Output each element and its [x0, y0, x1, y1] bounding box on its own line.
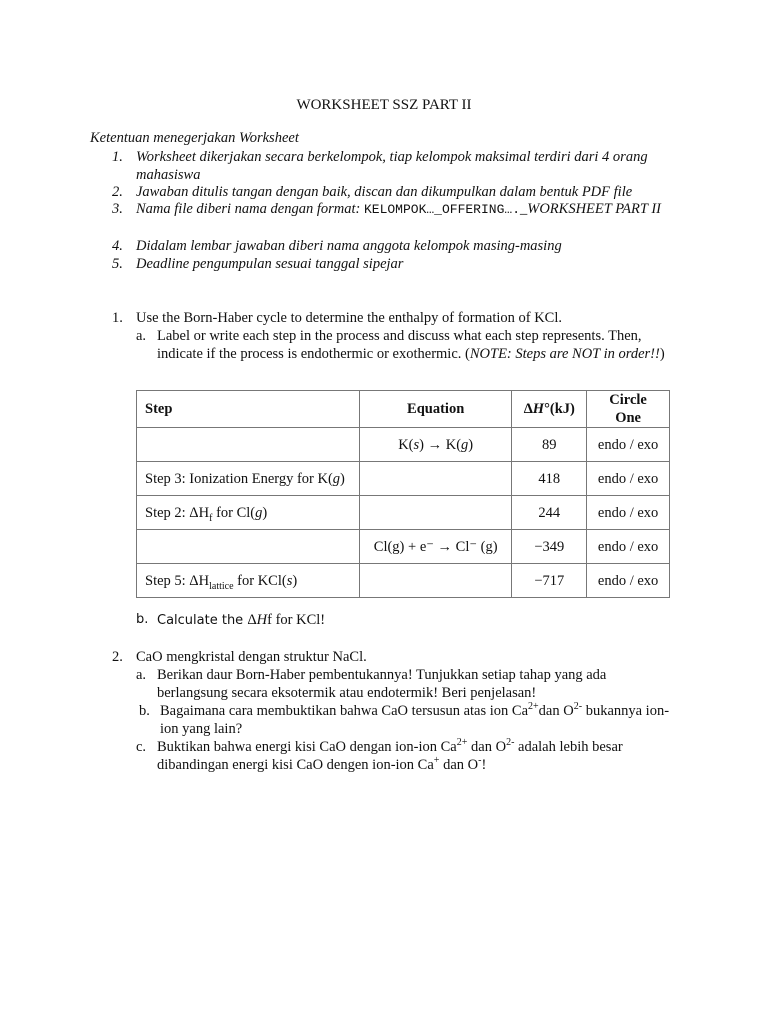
delta-h-cell: −349 — [512, 530, 587, 564]
step-cell: Step 2: $\Delta H_f$ for Cl(g) — [137, 496, 360, 530]
circle-one-cell[interactable]: endo / exo — [587, 462, 670, 496]
circle-one-cell[interactable]: endo / exo — [587, 428, 670, 462]
header-equation: Equation — [359, 391, 511, 428]
header-circle-one: Circle One — [587, 391, 670, 428]
circle-one-cell[interactable]: endo / exo — [587, 564, 670, 598]
question-2: 2. CaO mengkristal dengan struktur NaCl. — [112, 649, 367, 665]
rule-item-3: 3. Nama file diberi nama dengan format: KELOMPOK…_OFFERING…._WORKSHEET PART II — [112, 201, 661, 217]
steps-note: NOTE: Steps are NOT in order!! — [469, 346, 660, 362]
delta-h-cell: 89 — [512, 428, 587, 462]
delta-h-cell: 418 — [512, 462, 587, 496]
table-row — [137, 428, 670, 462]
question-1a: a. Label or write each step in the process and discuss what each step represents. Then, indicate if the process is endothermic or exothermic. (NOTE: Steps are NOT in order!!) — [136, 328, 665, 362]
circle-one-cell[interactable]: endo / exo — [587, 530, 670, 564]
equation-cell[interactable] — [359, 564, 511, 598]
question-1b: b. Calculate the ΔHf for KCl! — [136, 612, 326, 628]
rules-heading: Ketentuan menegerjakan Worksheet — [90, 130, 299, 146]
table-row — [137, 564, 670, 598]
page-title: WORKSHEET SSZ PART II — [296, 97, 472, 113]
table-row — [137, 496, 670, 530]
equation-cell: Cl(g) + e⁻ → Cl⁻ (g) — [359, 530, 511, 564]
rule-item-4: 4. Didalam lembar jawaban diberi nama anggota kelompok masing-masing — [112, 238, 562, 254]
equation-cell[interactable] — [359, 496, 511, 530]
step-cell[interactable] — [137, 428, 360, 462]
question-1: 1. Use the Born-Haber cycle to determine the enthalpy of formation of KCl. — [112, 310, 563, 326]
question-2c: c. Buktikan bahwa energi kisi CaO dengan ion-ion $Ca^{2+}$ dan $O^{2-}$ adalah lebih besar dibandingan energi kisi CaO dengen ion-ion Ca+ dan O-! — [136, 737, 623, 773]
table-header-row — [137, 391, 670, 428]
header-delta-h: ΔH°(kJ) — [512, 391, 587, 428]
step-cell[interactable] — [137, 530, 360, 564]
equation-cell[interactable] — [359, 462, 511, 496]
rule-item-5: 5. Deadline pengumpulan sesuai tanggal sipejar — [112, 256, 404, 272]
question-2a: a. Berikan daur Born-Haber pembentukannya! Tunjukkan setiap tahap yang ada berlangsung secara eksotermik atau endotermik! Beri penjelasan! — [136, 667, 607, 701]
table-row — [137, 462, 670, 496]
delta-h-cell: −717 — [512, 564, 587, 598]
rule-item-2: 2. Jawaban ditulis tangan dengan baik, discan dan dikumpulkan dalam bentuk PDF file — [112, 184, 633, 200]
question-2b: b. Bagaimana cara membuktikan bahwa CaO tersusun atas ion $Ca^{2+}dan$ $O^{2-}$ bukannya ion-ion yang lain? — [139, 701, 670, 737]
step-cell: Step 3: Ionization Energy for K(g) — [137, 462, 360, 496]
rule-item-1: 1. Worksheet dikerjakan secara berkelompok, tiap kelompok maksimal terdiri dari 4 orang mahasiswa — [112, 149, 648, 183]
born-haber-table — [136, 390, 670, 598]
circle-one-cell[interactable]: endo / exo — [587, 496, 670, 530]
equation-cell: K(s) → K(g) — [359, 428, 511, 462]
table-row — [137, 530, 670, 564]
filename-format: KELOMPOK…_OFFERING…. — [363, 202, 520, 217]
step-cell: Step 5: $\Delta H_{lattice}$ for KCl(s) — [137, 564, 360, 598]
delta-h-cell: 244 — [512, 496, 587, 530]
header-step: Step — [137, 391, 360, 428]
